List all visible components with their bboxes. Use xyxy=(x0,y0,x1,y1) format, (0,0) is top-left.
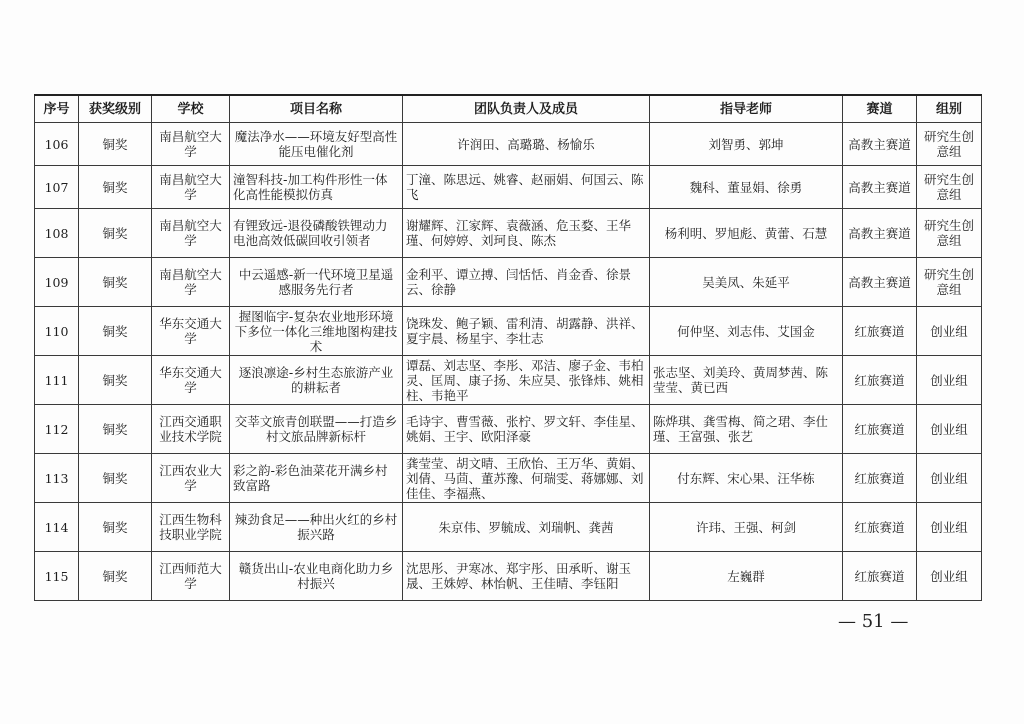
table-row xyxy=(35,405,982,454)
header-team: 团队负责人及成员 xyxy=(403,95,650,123)
cell-advisors: 张志坚、刘美玲、黄周梦茜、陈莹莹、黄已西 xyxy=(650,356,843,405)
cell-no: 106 xyxy=(35,123,79,166)
cell-level: 铜奖 xyxy=(79,503,152,552)
cell-level: 铜奖 xyxy=(79,405,152,454)
cell-project: 有锂致远-退役磷酸铁锂动力电池高效低碳回收引领者 xyxy=(230,209,403,258)
table-row xyxy=(35,209,982,258)
cell-advisors: 许玮、王强、柯剑 xyxy=(650,503,843,552)
cell-team: 龚莹莹、胡文晴、王欣怡、王万华、黄娟、刘倩、马茴、董苏豫、何瑞雯、蒋娜娜、刘佳佳、李福燕、 xyxy=(403,454,650,503)
cell-team: 丁潼、陈思远、姚睿、赵丽娟、何国云、陈飞 xyxy=(403,166,650,209)
header-track: 赛道 xyxy=(843,95,917,123)
header-level: 获奖级别 xyxy=(79,95,152,123)
cell-team: 谭磊、刘志坚、李彤、邓洁、廖子金、韦柏灵、匡周、康子扬、朱应昊、张锋炜、姚相柱、韦艳平 xyxy=(403,356,650,405)
cell-level: 铜奖 xyxy=(79,209,152,258)
cell-no: 113 xyxy=(35,454,79,503)
header-advisors: 指导老师 xyxy=(650,95,843,123)
cell-group: 创业组 xyxy=(917,552,982,601)
cell-school: 江西生物科技职业学院 xyxy=(152,503,230,552)
header-project: 项目名称 xyxy=(230,95,403,123)
cell-level: 铜奖 xyxy=(79,356,152,405)
cell-no: 112 xyxy=(35,405,79,454)
cell-school: 江西师范大学 xyxy=(152,552,230,601)
cell-group: 研究生创意组 xyxy=(917,166,982,209)
cell-group: 创业组 xyxy=(917,307,982,356)
cell-group: 创业组 xyxy=(917,356,982,405)
cell-school: 江西农业大学 xyxy=(152,454,230,503)
cell-no: 108 xyxy=(35,209,79,258)
cell-group: 研究生创意组 xyxy=(917,123,982,166)
cell-advisors: 左巍群 xyxy=(650,552,843,601)
cell-group: 创业组 xyxy=(917,405,982,454)
cell-track: 红旅赛道 xyxy=(843,405,917,454)
cell-project: 赣货出山-农业电商化助力乡村振兴 xyxy=(230,552,403,601)
cell-advisors: 杨利明、罗旭彪、黄蕾、石慧 xyxy=(650,209,843,258)
cell-project: 交莘文旅青创联盟——打造乡村文旅品牌新标杆 xyxy=(230,405,403,454)
cell-team: 金利平、谭立搏、闫恬恬、肖金香、徐景云、徐静 xyxy=(403,258,650,307)
cell-school: 华东交通大学 xyxy=(152,356,230,405)
cell-team: 谢耀辉、江家辉、袁薇涵、危玉婺、王华瑾、何婷婷、刘珂良、陈杰 xyxy=(403,209,650,258)
cell-track: 高教主赛道 xyxy=(843,123,917,166)
cell-advisors: 陈烨琪、龚雪梅、简之珺、李仕瑾、王富强、张艺 xyxy=(650,405,843,454)
cell-team: 毛诗宇、曹雪薇、张柠、罗文轩、李佳星、姚娟、王宇、欧阳泽豪 xyxy=(403,405,650,454)
cell-level: 铜奖 xyxy=(79,552,152,601)
awards-table xyxy=(34,94,982,601)
cell-level: 铜奖 xyxy=(79,166,152,209)
cell-group: 研究生创意组 xyxy=(917,209,982,258)
cell-advisors: 付东辉、宋心果、汪华栋 xyxy=(650,454,843,503)
cell-no: 107 xyxy=(35,166,79,209)
header-no: 序号 xyxy=(35,95,79,123)
cell-project: 中云遥感-新一代环境卫星遥感服务先行者 xyxy=(230,258,403,307)
cell-project: 魔法净水——环境友好型高性能压电催化剂 xyxy=(230,123,403,166)
table-row xyxy=(35,356,982,405)
cell-track: 红旅赛道 xyxy=(843,454,917,503)
cell-school: 江西交通职业技术学院 xyxy=(152,405,230,454)
cell-team: 沈思彤、尹寒冰、郑宇彤、田承昕、谢玉晟、王姝婷、林怡帆、王佳晴、李钰阳 xyxy=(403,552,650,601)
table-row xyxy=(35,503,982,552)
cell-no: 114 xyxy=(35,503,79,552)
cell-level: 铜奖 xyxy=(79,454,152,503)
cell-advisors: 吴美凤、朱延平 xyxy=(650,258,843,307)
cell-project: 潼智科技-加工构件形性一体化高性能模拟仿真 xyxy=(230,166,403,209)
cell-track: 红旅赛道 xyxy=(843,307,917,356)
cell-track: 红旅赛道 xyxy=(843,356,917,405)
cell-group: 创业组 xyxy=(917,454,982,503)
cell-level: 铜奖 xyxy=(79,258,152,307)
header-school: 学校 xyxy=(152,95,230,123)
cell-track: 高教主赛道 xyxy=(843,209,917,258)
cell-group: 研究生创意组 xyxy=(917,258,982,307)
cell-group: 创业组 xyxy=(917,503,982,552)
cell-school: 南昌航空大学 xyxy=(152,123,230,166)
cell-school: 华东交通大学 xyxy=(152,307,230,356)
table-row xyxy=(35,454,982,503)
table-row xyxy=(35,123,982,166)
cell-school: 南昌航空大学 xyxy=(152,166,230,209)
table-row xyxy=(35,166,982,209)
cell-project: 逐浪凛途-乡村生态旅游产业的耕耘者 xyxy=(230,356,403,405)
cell-advisors: 刘智勇、郭坤 xyxy=(650,123,843,166)
cell-track: 高教主赛道 xyxy=(843,166,917,209)
cell-team: 许润田、高璐璐、杨愉乐 xyxy=(403,123,650,166)
table-header-row xyxy=(35,95,982,123)
table-row xyxy=(35,552,982,601)
cell-project: 握图临宇-复杂农业地形环境下多位一体化三维地图构建技术 xyxy=(230,307,403,356)
cell-no: 111 xyxy=(35,356,79,405)
cell-team: 饶珠发、鲍子颖、雷利清、胡露静、洪祥、夏宇晨、杨星宇、李壮志 xyxy=(403,307,650,356)
header-group: 组别 xyxy=(917,95,982,123)
table-row xyxy=(35,307,982,356)
cell-school: 南昌航空大学 xyxy=(152,209,230,258)
cell-project: 彩之韵-彩色油菜花开满乡村致富路 xyxy=(230,454,403,503)
cell-project: 辣劲食足——种出火红的乡村振兴路 xyxy=(230,503,403,552)
cell-level: 铜奖 xyxy=(79,123,152,166)
cell-no: 109 xyxy=(35,258,79,307)
cell-track: 高教主赛道 xyxy=(843,258,917,307)
cell-track: 红旅赛道 xyxy=(843,503,917,552)
table-row xyxy=(35,258,982,307)
cell-track: 红旅赛道 xyxy=(843,552,917,601)
cell-school: 南昌航空大学 xyxy=(152,258,230,307)
cell-level: 铜奖 xyxy=(79,307,152,356)
cell-advisors: 魏科、董显娟、徐勇 xyxy=(650,166,843,209)
page-number: — 51 — xyxy=(838,611,909,632)
cell-no: 110 xyxy=(35,307,79,356)
cell-advisors: 何仲坚、刘志伟、艾国金 xyxy=(650,307,843,356)
cell-team: 朱京伟、罗毓成、刘瑞帆、龚茜 xyxy=(403,503,650,552)
cell-no: 115 xyxy=(35,552,79,601)
